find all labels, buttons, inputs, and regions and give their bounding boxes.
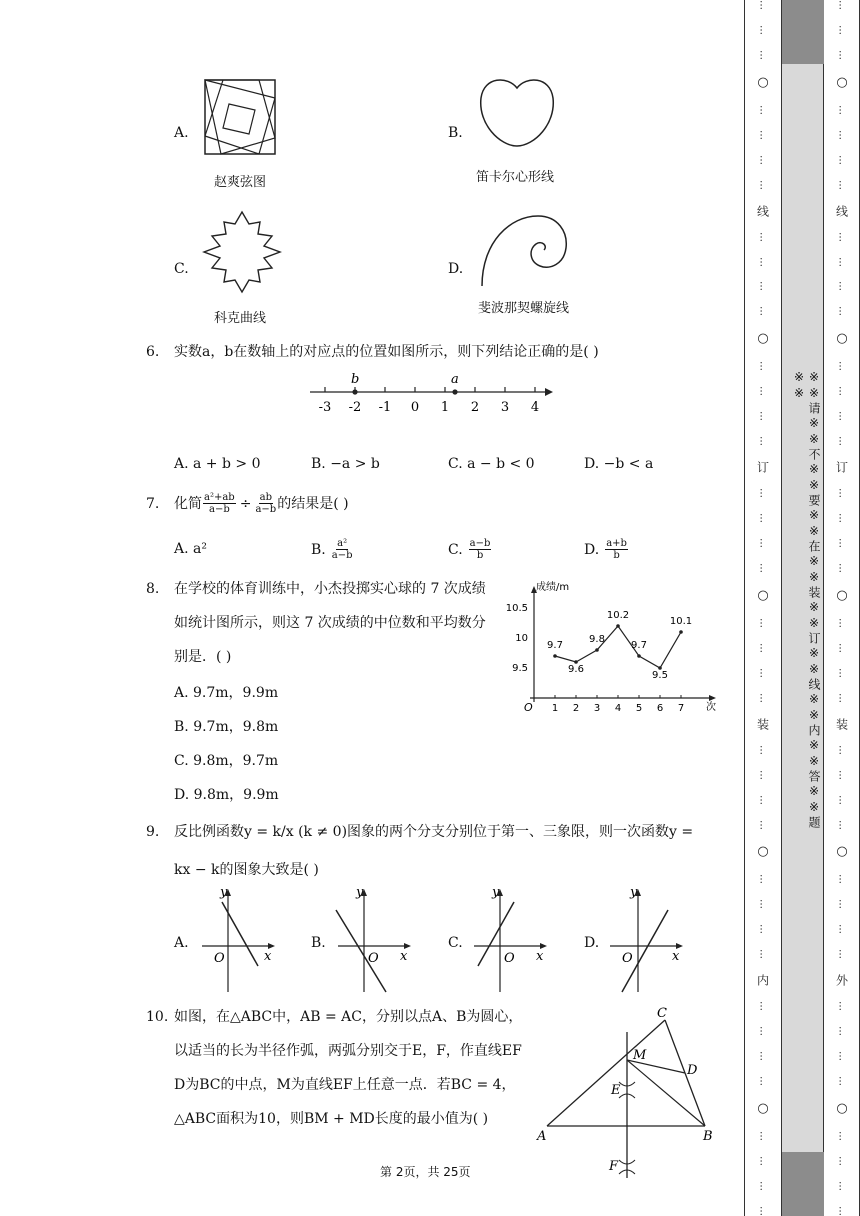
seal-mark: 内 — [755, 974, 770, 987]
seal-circle: ○ — [836, 331, 848, 347]
seal-dots: … — [836, 24, 848, 35]
x-tick-label: 3 — [593, 703, 601, 714]
seal-dots: … — [836, 874, 848, 885]
seal-dots: … — [757, 24, 769, 35]
q8-option-d: D. 9.8m，9.9m — [174, 787, 279, 803]
number-line-tick-label: -3 — [318, 400, 332, 415]
q6-number: 6. — [146, 344, 160, 360]
label-b: b — [351, 372, 360, 387]
svg-text:F: F — [609, 1159, 619, 1174]
seal-circle: ○ — [757, 587, 769, 603]
x-tick-label: 5 — [635, 703, 643, 714]
seal-dots: … — [836, 488, 848, 499]
svg-text:O: O — [368, 951, 379, 966]
seal-circle: ○ — [757, 331, 769, 347]
binding-margin — [744, 0, 860, 1216]
q8-option-a: A. 9.7m，9.9m — [174, 685, 279, 701]
seal-dots: … — [757, 256, 769, 267]
point-a — [452, 389, 457, 394]
number-line-tick-label: 3 — [500, 400, 510, 415]
seal-dots: … — [836, 154, 848, 165]
q7-option-c: C. $\frac{a-b}{b}$ — [448, 538, 491, 561]
seal-dots: … — [836, 231, 848, 242]
seal-dots: … — [757, 104, 769, 115]
q10-line-4: △ABC面积为10，则BM + MD长度的最小值为( ) — [174, 1111, 489, 1127]
number-line — [305, 370, 555, 418]
q9-graph-a — [198, 884, 278, 996]
q5-option-b-letter: B. — [448, 125, 463, 141]
seal-dots: … — [757, 154, 769, 165]
seal-dots: … — [757, 899, 769, 910]
seal-circle: ○ — [836, 844, 848, 860]
svg-text:M: M — [633, 1048, 647, 1063]
seal-dots: … — [836, 361, 848, 372]
seal-mark: 线 — [755, 204, 770, 217]
q7-fraction-1: $\frac{\text{a²+ab}}{a-b}$ — [204, 492, 235, 515]
seal-dots: … — [757, 819, 769, 830]
seal-dots: … — [836, 1180, 848, 1191]
svg-text:y: y — [356, 885, 364, 900]
q10-line-3: D为BC的中点，M为直线EF上任意一点．若BC = 4， — [174, 1077, 516, 1093]
seal-mark: 订 — [755, 461, 770, 474]
seal-dots: … — [836, 1205, 848, 1216]
y-tick-label: 10 — [515, 633, 528, 644]
seal-dots: … — [836, 692, 848, 703]
seal-dots: … — [757, 129, 769, 140]
q5-option-a-letter: A. — [174, 125, 189, 141]
q6-option-c: C. a − b < 0 — [448, 456, 535, 472]
x-tick-label: 2 — [572, 703, 580, 714]
q9-option-a: A. — [174, 935, 189, 951]
q7-fraction-2: $\frac{ab}{a-b}$ — [255, 492, 277, 515]
seal-dots: … — [757, 306, 769, 317]
data-label: 10.2 — [606, 610, 630, 621]
q8-line-2: 如统计图所示，则这 7 次成绩的中位数和平均数分 — [174, 615, 486, 631]
seal-dots: … — [836, 129, 848, 140]
seal-dots: … — [836, 1076, 848, 1087]
data-label: 9.6 — [568, 664, 584, 675]
cardioid-figure — [478, 76, 556, 148]
q5-caption-d: 斐波那契螺旋线 — [478, 301, 570, 316]
q9-line-1: 反比例函数y = k/x (k ≠ 0)图象的两个分支分别位于第一、三象限，则一次函数y = — [174, 824, 694, 840]
seal-dots: … — [757, 794, 769, 805]
x-tick-label: 4 — [614, 703, 622, 714]
seal-dots: … — [836, 769, 848, 780]
q5-caption-c: 科克曲线 — [214, 311, 267, 326]
seal-dots: … — [757, 924, 769, 935]
seal-dots: … — [836, 513, 848, 524]
seal-dots: … — [757, 1205, 769, 1216]
x-axis-label: 次 — [706, 702, 716, 713]
seal-dots: … — [757, 692, 769, 703]
q9-line-2: kx − k的图象大致是( ) — [174, 862, 319, 878]
data-point — [595, 648, 599, 652]
number-line-tick-label: 4 — [530, 400, 540, 415]
x-tick-label: 7 — [677, 703, 685, 714]
seal-dots: … — [836, 794, 848, 805]
data-point — [679, 630, 683, 634]
seal-dots: … — [757, 436, 769, 447]
number-line-tick-label: 0 — [410, 400, 420, 415]
inner-seal-column — [753, 0, 773, 1216]
q9-option-c: C. — [448, 935, 463, 951]
q9-graph-b — [334, 884, 414, 996]
seal-dots: … — [836, 281, 848, 292]
seal-circle: ○ — [757, 844, 769, 860]
x-tick-label: 1 — [551, 703, 559, 714]
q7-number: 7. — [146, 496, 160, 512]
svg-text:x: x — [264, 949, 272, 964]
label-a: a — [451, 372, 459, 387]
seal-dots: … — [757, 874, 769, 885]
q10-line-2: 以适当的长为半径作弧，两弧分别交于E，F，作直线EF — [174, 1043, 522, 1059]
seal-dots: … — [757, 1180, 769, 1191]
q7-option-a: A. a² — [174, 541, 207, 557]
triangle-figure — [535, 1002, 725, 1192]
seal-dots: … — [836, 744, 848, 755]
q7-stem-suffix: 的结果是( ) — [277, 495, 349, 512]
data-label: 9.7 — [631, 640, 647, 651]
seal-dots: … — [757, 1001, 769, 1012]
q8-option-b: B. 9.7m，9.8m — [174, 719, 279, 735]
seal-dots: … — [836, 562, 848, 573]
q6-option-d: D. −b < a — [584, 456, 654, 472]
q9-number: 9. — [146, 824, 160, 840]
q6-option-b: B. −a > b — [311, 456, 380, 472]
q5-caption-a: 赵爽弦图 — [214, 175, 267, 190]
no-answer-warning: ※※请※※不※※要※※在※※装※※订※※线※※内※※答※※题※※ — [792, 370, 821, 830]
fibonacci-spiral-figure — [480, 212, 570, 288]
seal-dots: … — [757, 513, 769, 524]
seal-dots: … — [757, 488, 769, 499]
seal-dots: … — [757, 361, 769, 372]
svg-text:A: A — [537, 1129, 547, 1144]
svg-text:O: O — [622, 951, 633, 966]
seal-dots: … — [757, 538, 769, 549]
q7-option-b: B. $\frac{\text{a²}}{a-b}$ — [311, 538, 353, 561]
seal-dots: … — [836, 49, 848, 60]
seal-dots: … — [836, 104, 848, 115]
svg-text:D: D — [687, 1063, 698, 1078]
svg-text:O: O — [214, 951, 225, 966]
svg-text:x: x — [400, 949, 408, 964]
q5-option-d-letter: D. — [448, 261, 464, 277]
svg-text:B: B — [703, 1129, 713, 1144]
q8-line-1: 在学校的体育训练中，小杰投掷实心球的 7 次成绩 — [174, 581, 486, 597]
seal-mark: 订 — [834, 461, 849, 474]
series-line — [555, 626, 681, 668]
q5-option-c-letter: C. — [174, 261, 189, 277]
data-label: 9.8 — [589, 634, 605, 645]
seal-dots: … — [836, 386, 848, 397]
q9-option-b: B. — [311, 935, 326, 951]
seal-mark: 线 — [834, 204, 849, 217]
y-tick-label: 9.5 — [512, 663, 528, 674]
seal-dots: … — [757, 667, 769, 678]
data-point — [637, 654, 641, 658]
seal-dots: … — [836, 411, 848, 422]
q9-graph-d — [606, 884, 686, 996]
y-axis-label: 成绩/m — [536, 582, 570, 593]
seal-dots: … — [757, 1026, 769, 1037]
svg-text:x: x — [536, 949, 544, 964]
seal-dots: … — [836, 1130, 848, 1141]
seal-dots: … — [836, 306, 848, 317]
seal-mark: 装 — [755, 717, 770, 730]
koch-curve-figure — [202, 210, 282, 294]
seal-dots: … — [757, 642, 769, 653]
seal-dots: … — [836, 538, 848, 549]
number-line-tick-label: -2 — [348, 400, 362, 415]
seal-dots: … — [757, 49, 769, 60]
q6-stem: 实数a，b在数轴上的对应点的位置如图所示，则下列结论正确的是( ) — [174, 344, 599, 360]
seal-dots: … — [836, 819, 848, 830]
origin-label: O — [524, 701, 533, 714]
seal-mark: 外 — [834, 974, 849, 987]
x-tick-label: 6 — [656, 703, 664, 714]
svg-text:C: C — [657, 1006, 667, 1021]
q7-stem-prefix: 化简 — [174, 495, 202, 512]
seal-dots: … — [836, 949, 848, 960]
svg-text:y: y — [220, 885, 228, 900]
number-line-tick-label: 1 — [440, 400, 450, 415]
svg-text:O: O — [504, 951, 515, 966]
seal-dots: … — [836, 1051, 848, 1062]
q9-graph-c — [470, 884, 550, 996]
data-point — [553, 654, 557, 658]
q8-number: 8. — [146, 581, 160, 597]
q7-stem: 化简 $\frac{\text{a²+ab}}{a-b}$ ÷ $\frac{ab}{a-b}$ 的结果是( ) — [174, 492, 349, 515]
seal-dots: … — [757, 411, 769, 422]
seal-dots: … — [757, 386, 769, 397]
seal-dots: … — [836, 179, 848, 190]
number-line-tick-label: -1 — [378, 400, 392, 415]
seal-dots: … — [836, 617, 848, 628]
seal-dots: … — [757, 562, 769, 573]
seal-circle: ○ — [836, 74, 848, 90]
seal-dots: … — [836, 256, 848, 267]
seal-circle: ○ — [836, 587, 848, 603]
seal-mark: 装 — [834, 717, 849, 730]
seal-circle: ○ — [757, 74, 769, 90]
svg-text:y: y — [630, 885, 638, 900]
seal-circle: ○ — [757, 1100, 769, 1116]
seal-dots: … — [836, 1155, 848, 1166]
point-b — [352, 389, 357, 394]
seal-dots: … — [757, 949, 769, 960]
data-point — [616, 624, 620, 628]
q10-line-1: 如图，在△ABC中，AB = AC，分别以点A、B为圆心， — [174, 1009, 523, 1025]
seal-dots: … — [836, 667, 848, 678]
svg-text:y: y — [492, 885, 500, 900]
q8-option-c: C. 9.8m，9.7m — [174, 753, 279, 769]
seal-dots: … — [836, 0, 848, 10]
q9-option-d: D. — [584, 935, 600, 951]
seal-dots: … — [757, 0, 769, 10]
seal-dots: … — [757, 179, 769, 190]
seal-dots: … — [836, 924, 848, 935]
seal-dots: … — [757, 281, 769, 292]
svg-text:E: E — [611, 1083, 621, 1098]
zhao-shuang-figure — [203, 78, 277, 156]
seal-dots: … — [757, 1076, 769, 1087]
seal-dots: … — [836, 642, 848, 653]
data-label: 10.1 — [669, 616, 693, 627]
q8-line-3: 别是．( ) — [174, 649, 232, 665]
outer-seal-column — [832, 0, 852, 1216]
y-tick-label: 10.5 — [505, 603, 528, 614]
q6-option-a: A. a + b > 0 — [174, 456, 261, 472]
seal-dots: … — [757, 1051, 769, 1062]
q7-option-d: D. $\frac{a+b}{b}$ — [584, 538, 627, 561]
number-line-tick-label: 2 — [470, 400, 480, 415]
seal-dots: … — [757, 1130, 769, 1141]
data-label: 9.7 — [547, 640, 563, 651]
data-label: 9.5 — [652, 670, 668, 681]
seal-dots: … — [757, 769, 769, 780]
seal-dots: … — [757, 744, 769, 755]
seal-dots: … — [836, 1026, 848, 1037]
svg-text:x: x — [672, 949, 680, 964]
seal-dots: … — [757, 231, 769, 242]
seal-circle: ○ — [836, 1100, 848, 1116]
seal-dots: … — [757, 617, 769, 628]
page-footer: 第 2页，共 25页 — [380, 1165, 471, 1179]
q5-caption-b: 笛卡尔心形线 — [476, 170, 555, 185]
seal-dots: … — [836, 1001, 848, 1012]
seal-dots: … — [836, 899, 848, 910]
q8-line-chart — [505, 578, 720, 718]
seal-dots: … — [757, 1155, 769, 1166]
q10-number: 10. — [146, 1009, 169, 1025]
seal-dots: … — [836, 436, 848, 447]
